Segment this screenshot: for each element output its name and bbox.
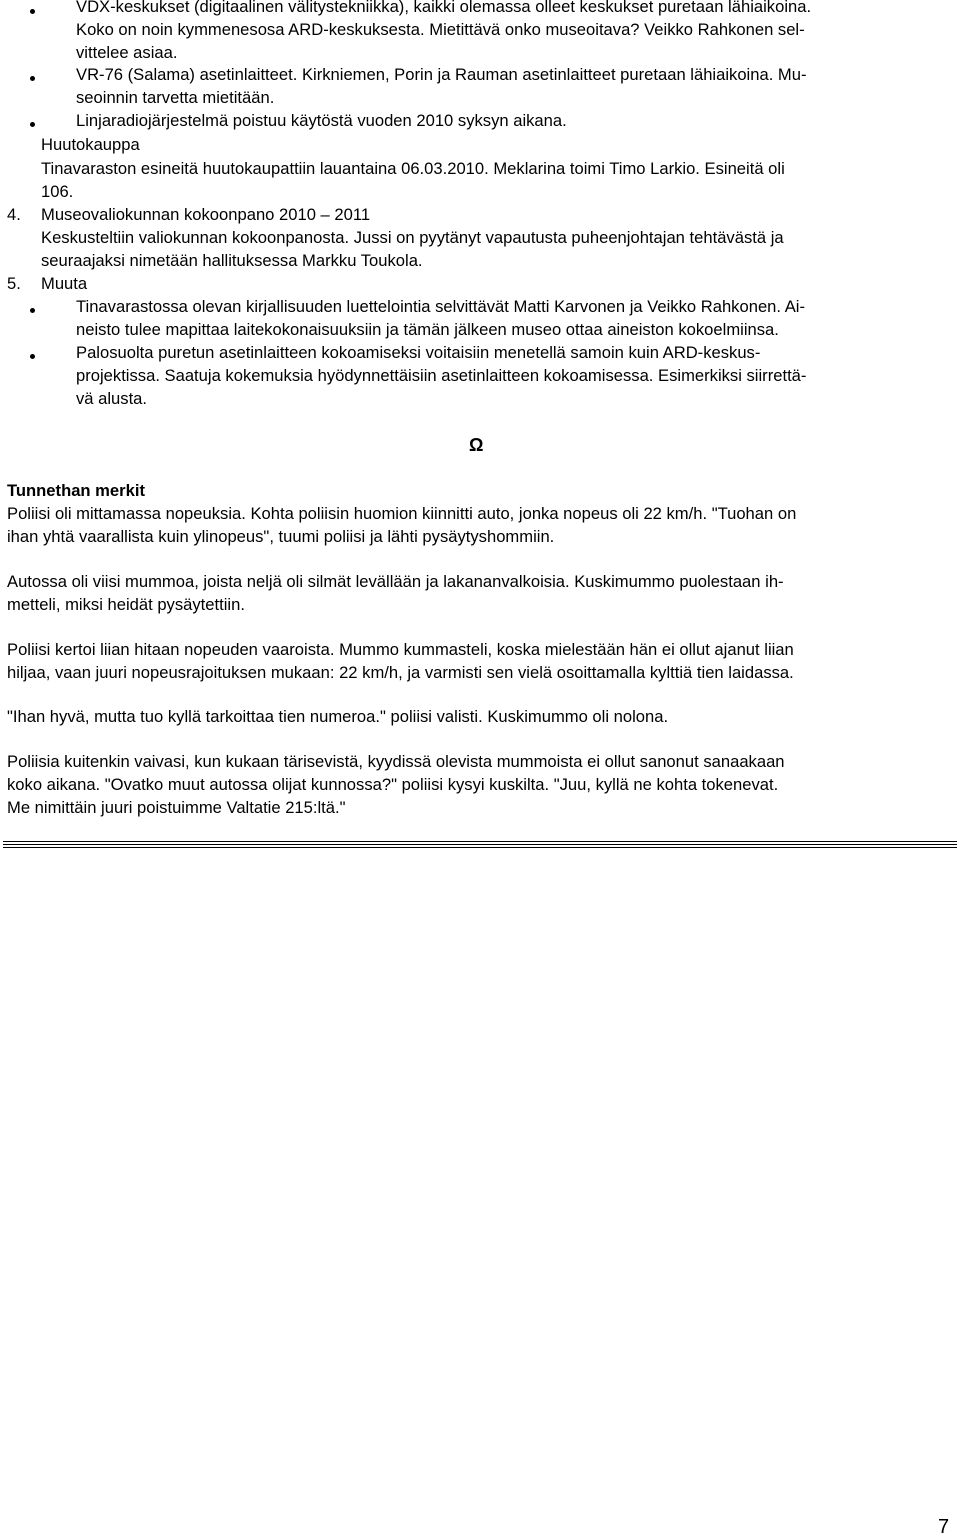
- section-number: 4.: [7, 205, 21, 224]
- bullet-text-line: Linjaradiojärjestelmä poistuu käytöstä vuoden 2010 syksyn aikana.: [76, 111, 567, 130]
- auction-text-line: Tinavaraston esineitä huutokaupattiin lauantaina 06.03.2010. Meklarina toimi Timo Larkio. Esineitä oli: [41, 159, 785, 178]
- divider-rule: [3, 844, 957, 845]
- bullet-marker: [30, 122, 35, 127]
- bullet-marker: [30, 308, 35, 313]
- story-text-line: Autossa oli viisi mummoa, joista neljä oli silmät levällään ja lakananvalkoisia. Kuskimummo puolestaan ih-: [7, 572, 784, 591]
- bullet-text-line: vittelee asiaa.: [76, 43, 178, 62]
- omega-separator: Ω: [469, 435, 484, 455]
- bullet-text-line: Koko on noin kymmenesosa ARD-keskuksesta. Mietittävä onko museoitava? Veikko Rahkonen sel-: [76, 20, 805, 39]
- section-text-line: seuraajaksi nimetään hallituksessa Markku Toukola.: [41, 251, 423, 270]
- section-text-line: Keskusteltiin valiokunnan kokoonpanosta. Jussi on pyytänyt vapautusta puheenjohtajan tehtävästä ja: [41, 228, 784, 247]
- story-text-line: Poliisi oli mittamassa nopeuksia. Kohta poliisin huomion kiinnitti auto, jonka nopeus oli 22 km/h. "Tuohan on: [7, 504, 797, 523]
- section-number: 5.: [7, 274, 21, 293]
- divider-rule: [3, 841, 957, 842]
- story-text-line: Me nimittäin juuri poistuimme Valtatie 215:ltä.": [7, 798, 346, 817]
- story-text-line: ihan yhtä vaarallista kuin ylinopeus", tuumi poliisi ja lähti pysäytyshommiin.: [7, 527, 555, 546]
- bullet-text-line: VR-76 (Salama) asetinlaitteet. Kirkniemen, Porin ja Rauman asetinlaitteet puretaan lähiaikoina. Mu-: [76, 65, 807, 84]
- bullet-text-line: projektissa. Saatuja kokemuksia hyödynnettäisiin asetinlaitteen kokoamisessa. Esimerkiksi siirrettä-: [76, 366, 807, 385]
- story-text-line: metteli, miksi heidät pysäytettiin.: [7, 595, 245, 614]
- bullet-marker: [30, 9, 35, 14]
- story-text-line: hiljaa, vaan juuri nopeusrajoituksen mukaan: 22 km/h, ja varmisti sen vielä osoittamalla kylttiä tien laidassa.: [7, 663, 794, 682]
- section-title: Muuta: [41, 274, 88, 293]
- section-title: Museovaliokunnan kokoonpano 2010 – 2011: [41, 205, 371, 224]
- bullet-text-line: seoinnin tarvetta mietitään.: [76, 88, 275, 107]
- bullet-marker: [30, 76, 35, 81]
- story-text-line: koko aikana. "Ovatko muut autossa olijat kunnossa?" poliisi kysyi kuskilta. "Juu, kyllä ne kohta tokenevat.: [7, 775, 779, 794]
- divider-rule: [3, 847, 957, 848]
- bullet-text-line: vä alusta.: [76, 389, 148, 408]
- bullet-text-line: Tinavarastossa olevan kirjallisuuden luettelointia selvittävät Matti Karvonen ja Veikko Rahkonen. Ai-: [76, 297, 805, 316]
- bullet-text-line: VDX-keskukset (digitaalinen välitystekniikka), kaikki olemassa olleet keskukset puretaan lähiaikoina.: [76, 0, 812, 16]
- auction-text-line: 106.: [41, 182, 74, 201]
- page-number: 7: [938, 1516, 950, 1538]
- story-title: Tunnethan merkit: [7, 481, 145, 500]
- auction-title: Huutokauppa: [41, 135, 140, 154]
- bullet-marker: [30, 354, 35, 359]
- story-text-line: Poliisia kuitenkin vaivasi, kun kukaan tärisevistä, kyydissä olevista mummoista ei ollut sanonut sanaakaan: [7, 752, 785, 771]
- bullet-text-line: neisto tulee mapittaa laitekokonaisuuksiin ja tämän jälkeen museo ottaa aineiston kokoelmiinsa.: [76, 320, 779, 339]
- bullet-text-line: Palosuolta puretun asetinlaitteen kokoamiseksi voitaisiin menetellä samoin kuin ARD-keskus-: [76, 343, 761, 362]
- story-text-line: "Ihan hyvä, mutta tuo kyllä tarkoittaa tien numeroa." poliisi valisti. Kuskimummo oli nolona.: [7, 707, 669, 726]
- story-text-line: Poliisi kertoi liian hitaan nopeuden vaaroista. Mummo kummasteli, koska mielestään hän ei ollut ajanut liian: [7, 640, 794, 659]
